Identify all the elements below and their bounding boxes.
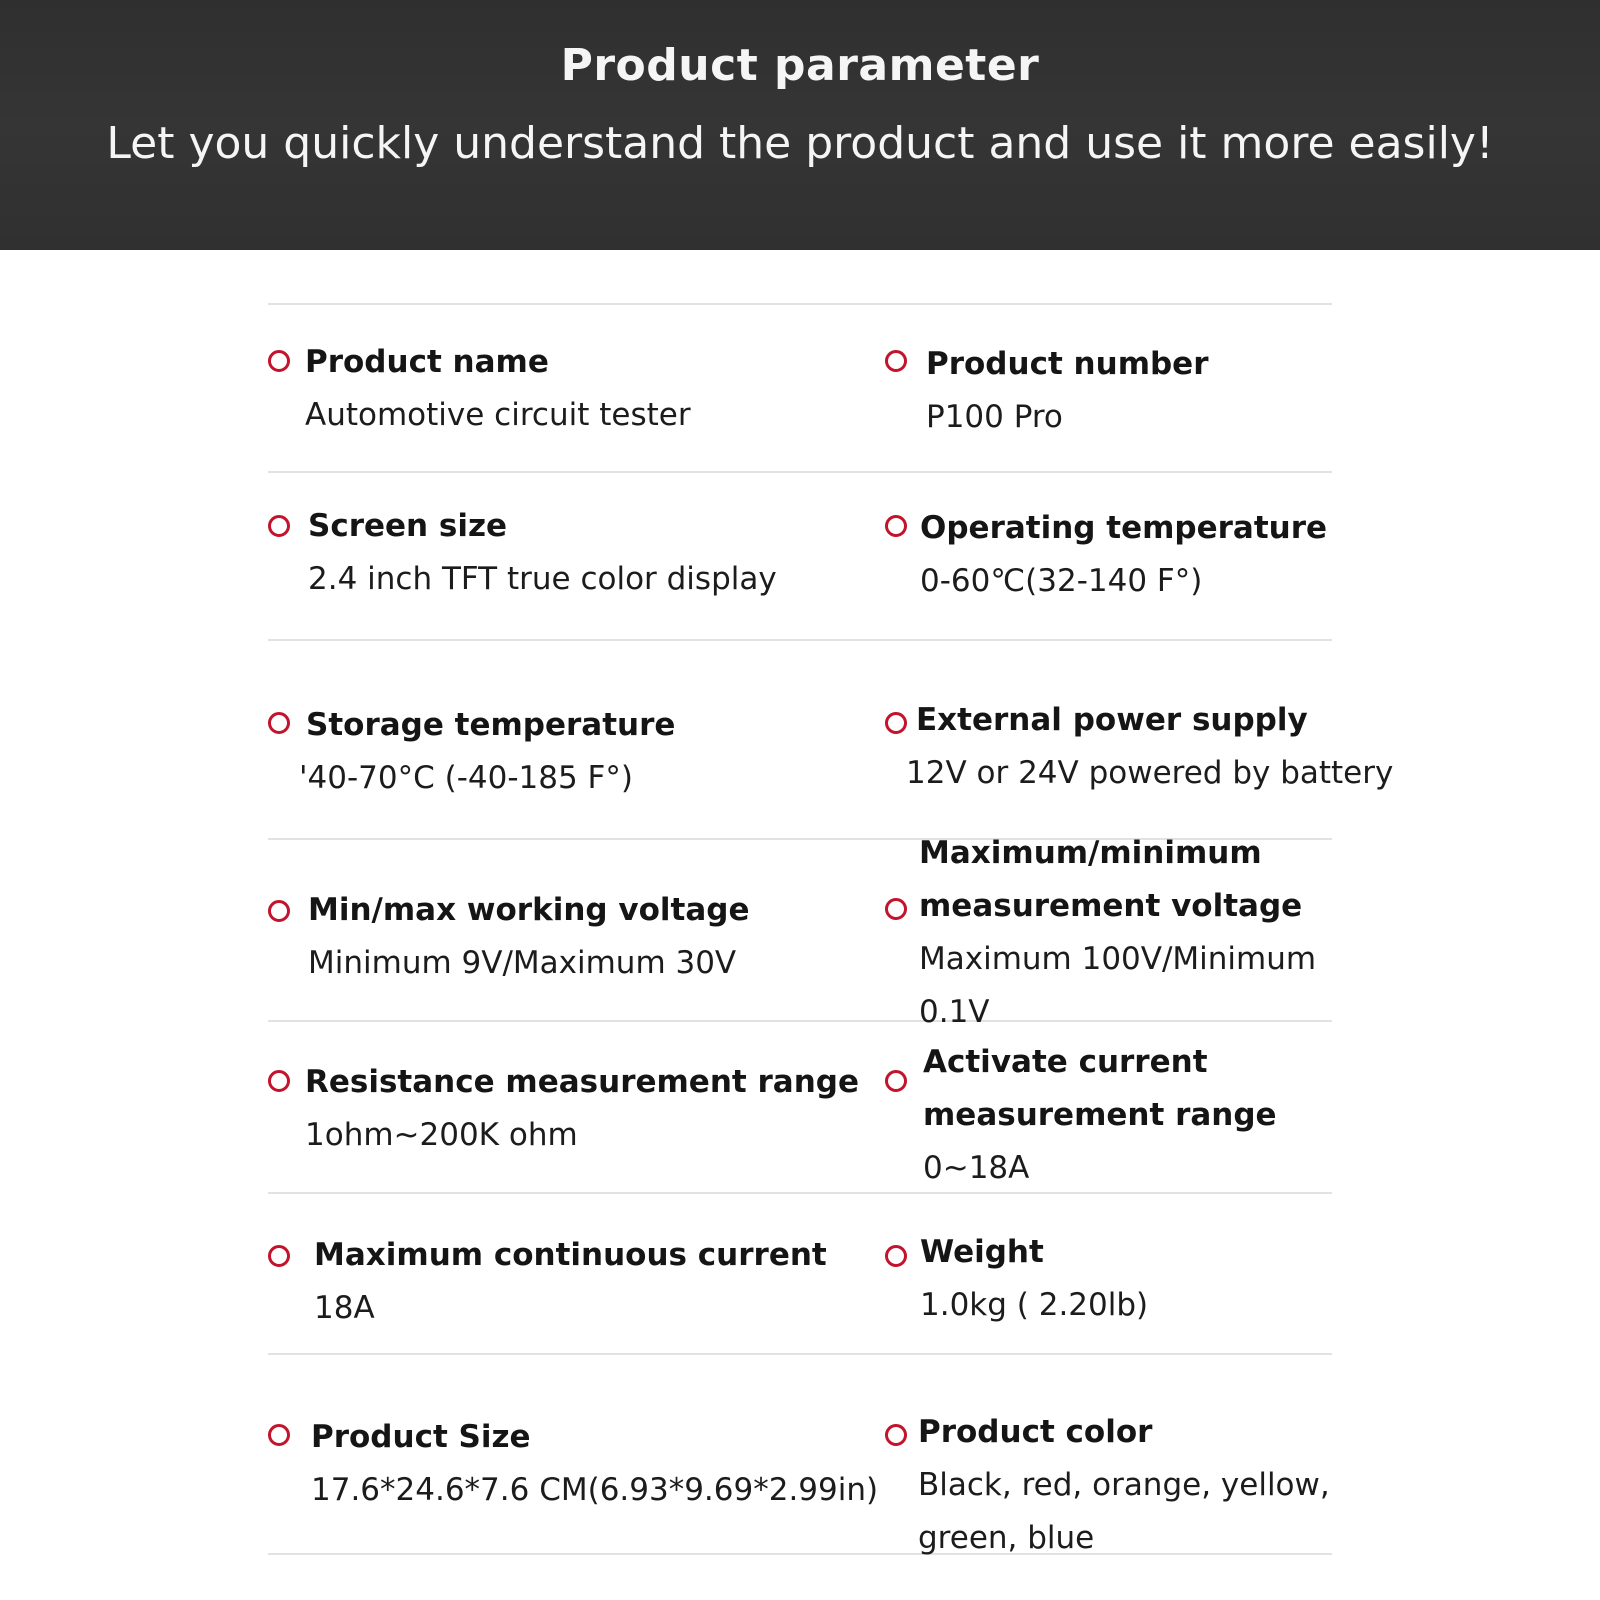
circle-bullet-icon (268, 350, 290, 372)
param-value: 17.6*24.6*7.6 CM(6.93*9.69*2.99in) (311, 1472, 879, 1508)
circle-bullet-icon (885, 1424, 907, 1446)
divider (268, 1020, 1332, 1022)
param-label-line2: measurement range (923, 1097, 1277, 1133)
circle-bullet-icon (885, 1070, 907, 1092)
circle-bullet-icon (268, 712, 290, 734)
param-value: 1ohm~200K ohm (305, 1117, 578, 1153)
param-label: Product Size (311, 1419, 531, 1455)
param-label: Min/max working voltage (308, 892, 750, 928)
param-value: 0~18A (923, 1150, 1030, 1186)
param-label: Operating temperature (920, 510, 1328, 546)
divider (268, 303, 1332, 305)
param-value-line2: 0.1V (919, 994, 990, 1030)
circle-bullet-icon (885, 898, 907, 920)
param-value: 2.4 inch TFT true color display (308, 561, 777, 597)
param-label: Resistance measurement range (305, 1064, 860, 1100)
divider (268, 471, 1332, 473)
page-title: Product parameter (560, 40, 1040, 91)
param-value: Minimum 9V/Maximum 30V (308, 945, 737, 981)
param-value-line2: green, blue (918, 1520, 1095, 1556)
param-label-line1: Activate current (923, 1044, 1208, 1080)
circle-bullet-icon (268, 1070, 290, 1092)
circle-bullet-icon (268, 515, 290, 537)
circle-bullet-icon (885, 350, 907, 372)
param-label: Screen size (308, 508, 508, 544)
param-label: Product name (305, 344, 549, 380)
param-value: 12V or 24V powered by battery (906, 755, 1394, 791)
circle-bullet-icon (268, 900, 290, 922)
param-value-line1: Maximum 100V/Minimum (919, 941, 1317, 977)
page-subtitle: Let you quickly understand the product and use it more easily! (106, 118, 1494, 169)
param-value: P100 Pro (926, 399, 1063, 435)
param-label: Product color (918, 1414, 1153, 1450)
param-label: Maximum continuous current (314, 1237, 827, 1273)
divider (268, 1553, 1332, 1555)
param-label: Product number (926, 346, 1209, 382)
param-value: '40-70°C (-40-185 F°) (299, 760, 633, 796)
circle-bullet-icon (885, 712, 907, 734)
param-label: Storage temperature (306, 707, 676, 743)
param-label: Weight (920, 1234, 1044, 1270)
param-label: External power supply (916, 702, 1308, 738)
param-value-line1: Black, red, orange, yellow, (918, 1467, 1330, 1503)
circle-bullet-icon (885, 1245, 907, 1267)
divider (268, 1353, 1332, 1355)
param-value: 18A (314, 1290, 375, 1326)
divider (268, 1192, 1332, 1194)
param-label-line2: measurement voltage (919, 888, 1303, 924)
circle-bullet-icon (268, 1424, 290, 1446)
circle-bullet-icon (268, 1245, 290, 1267)
param-label-line1: Maximum/minimum (919, 835, 1262, 871)
divider (268, 639, 1332, 641)
param-value: 0-60℃(32-140 F°) (920, 563, 1203, 599)
circle-bullet-icon (885, 515, 907, 537)
header-banner (0, 0, 1600, 250)
param-value: 1.0kg ( 2.20lb) (920, 1287, 1149, 1323)
param-value: Automotive circuit tester (305, 397, 691, 433)
